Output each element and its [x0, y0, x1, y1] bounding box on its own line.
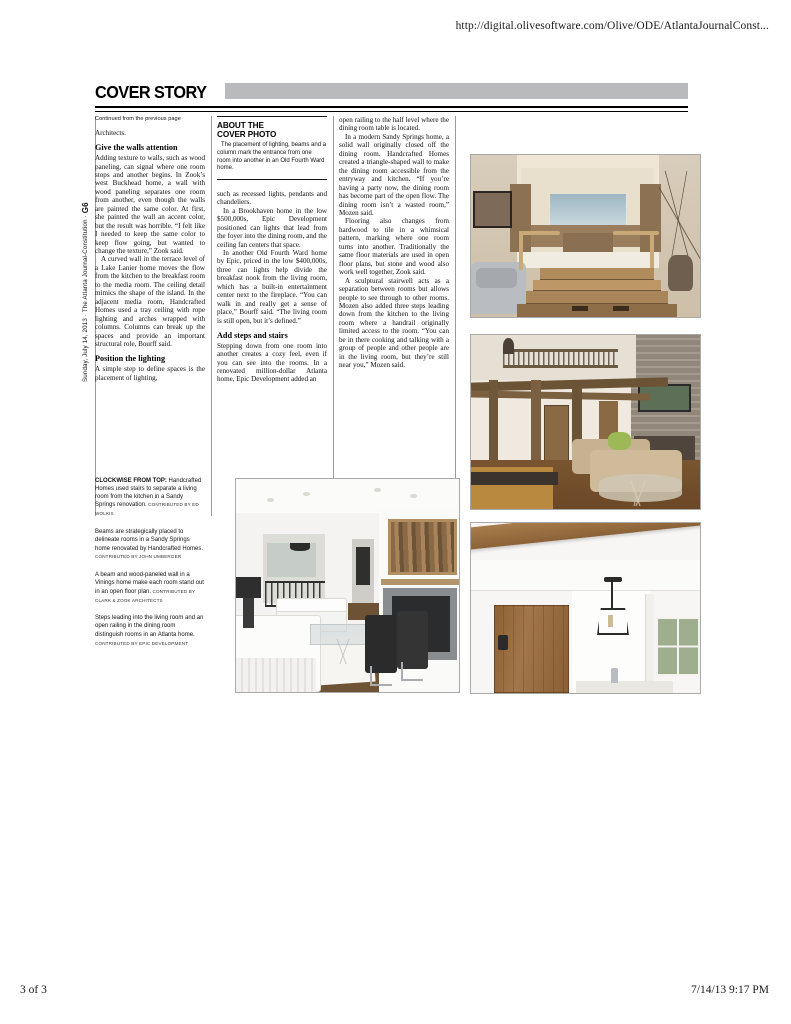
col3-paragraph-4: A sculptural stairwell acts as a separation between rooms but allows people to see through to other rooms. Mozen also added three steps leading down from the kitchen to the living room where a handrail originally limited access to the room. “You can be in there cooking and talking with a group of people and other people are in the living room, but they’re still near you,” Mozen said.: [339, 276, 449, 370]
caption-1-lead: CLOCKWISE FROM TOP:: [95, 478, 167, 484]
caption-3-credit: CONTRIBUTED BY CLARK & ZOOK ARCHITECTS: [95, 588, 196, 603]
column-3: [339, 116, 449, 370]
subhead-add-steps-and-stairs: Add steps and stairs: [217, 331, 288, 341]
caption-4-credit: CONTRIBUTED BY EPIC DEVELOPMENT: [95, 640, 189, 646]
caption-1: [95, 478, 205, 519]
about-the-cover-photo-box: [217, 116, 327, 180]
subhead-give-the-walls-attention: Give the walls attention: [95, 143, 178, 153]
section-masthead: [95, 82, 688, 106]
photo-beamed-living-room: [470, 334, 701, 510]
col3-paragraph-3: Flooring also changes from hardwood to tile in a whimsical pattern, marking where one room turns into another. Traditionally the same floor materials are used in open floor plans, but stone and wood also work well together, Zook said.: [339, 217, 449, 277]
folio-publication: The Atlanta Journal-Constitution: [82, 219, 89, 313]
folio-separator-2: ·: [82, 215, 89, 218]
caption-2-text: Beams are strategically placed to delineate rooms in a Sandy Springs home renovated by Handcrafted Homes.: [95, 528, 204, 552]
folio-date: Sunday, July 14, 2013: [82, 318, 89, 382]
masthead-rule-thin: [95, 111, 688, 112]
print-footer-timestamp: 7/14/13 9:17 PM: [691, 984, 769, 996]
photo-beam-barn-door: [470, 522, 701, 694]
section-title: COVER STORY: [95, 82, 207, 102]
about-box-title-line2: COVER PHOTO: [217, 130, 277, 140]
col2-paragraph-4: Stepping down from one room into another creates a cozy feel, even if you can see into the rooms. In a renovated million-dollar Atlanta home, Epic Development added an: [217, 341, 327, 384]
caption-4-text: Steps leading into the living room and an open railing in the dining room distinguish rooms in an Atlanta home.: [95, 615, 204, 638]
col3-paragraph-2: In a modern Sandy Springs home, a solid wall originally closed off the dining room. Handcrafted Homes created a triangle-shaped wall to make the dining room accessible from the entryway and kitchen. “If you’re having a party now, the dining room has become part of the open flow. The dining room isn’t a wasted room,” Mozen said.: [339, 132, 449, 217]
photo-white-living-room: [235, 478, 460, 693]
about-box-title-line1: ABOUT THE: [217, 121, 264, 130]
caption-3-text: A beam and wood-paneled wall in a Vinings home make each room stand out in an open floor plan.: [95, 572, 204, 595]
folio-vertical-text: [78, 82, 94, 382]
caption-4: [95, 615, 205, 648]
article-columns: [95, 116, 688, 672]
column-divider-2: [211, 116, 212, 516]
caption-2-credit: CONTRIBUTED BY JOHN UMBERGER: [95, 554, 182, 560]
col1-paragraph-1: Adding texture to walls, such as wood paneling, can signal where one room stops and another begins. In Zook’s west Buckhead home, a wall with wood paneling separates one room from another, even though the walls are painted the same color. At first, she painted the wall an accent color, but the result was horrible. “I felt like I needed to keep the same color to keep flow going, but wanted to change the texture,” Zook said.: [95, 154, 205, 256]
col1-paragraph-3: A simple step to define spaces is the placement of lighting,: [95, 365, 205, 382]
column-2: [217, 116, 327, 384]
newspaper-page: [78, 82, 688, 672]
masthead-rule-thick: [95, 106, 688, 108]
caption-2: [95, 529, 205, 562]
col2-paragraph-3: In another Old Fourth Ward home by Epic, priced in the low $400,000s, three can lights help divide the breakfast nook from the living room, which has a built-in entertainment center next to the fireplace. “You can walk in and really get a sense of place,” Bourff said. “The living room is still open, but it’s defined.”: [217, 248, 327, 325]
folio-page-number: G6: [81, 202, 90, 214]
print-header-url: http://digital.olivesoftware.com/Olive/ODE/AtlantaJournalConst...: [455, 20, 769, 32]
col3-paragraph-1: open railing to the half level where the dining room table is located.: [339, 116, 449, 133]
print-footer-page-indicator: 3 of 3: [20, 984, 47, 996]
col2-paragraph-2: In a Brookhaven home in the low $500,000s, Epic Development positioned can lights that lead from the foyer into the dining room, and the ceiling fan centers that space.: [217, 206, 327, 249]
about-box-title: [217, 121, 327, 139]
column-divider-3: [333, 116, 334, 516]
col2-paragraph-1: such as recessed lights, pendants and chandeliers.: [217, 189, 327, 207]
caption-1-credit: CONTRIBUTED BY ED WOLKIS: [95, 502, 199, 517]
column-1: [95, 116, 205, 382]
photo-captions-block: [95, 478, 205, 659]
caption-3: [95, 572, 205, 605]
col1-lead-word: Architects.: [95, 129, 126, 137]
photo-stairs-to-kitchen: [470, 154, 701, 318]
column-divider-4: [455, 116, 456, 516]
col1-paragraph-2: A curved wall in the terrace level of a Lake Lanier home moves the flow from the kitchen to the breakfast room to the media room. The ceiling detail mimics the shape of the island. In the adjacent media room, Handcrafted Homes used a tray ceiling with rope lighting and arches wrapped with columns. Columns can break up the spaces and provide an important structural role, Bourff said.: [95, 255, 205, 349]
masthead-gray-bar: [225, 83, 688, 99]
folio-separator-1: ·: [82, 313, 89, 317]
continued-from-label: Continued from the previous page: [95, 116, 181, 122]
caption-1-text: Handcrafted Homes used stairs to separate a living room from the kitchen in a Sandy Springs renovation.: [95, 478, 202, 509]
about-box-body: The placement of lighting, beams and a column mark the entrance from one room into another in an Old Fourth Ward home.: [217, 142, 327, 172]
subhead-position-the-lighting: Position the lighting: [95, 354, 166, 364]
